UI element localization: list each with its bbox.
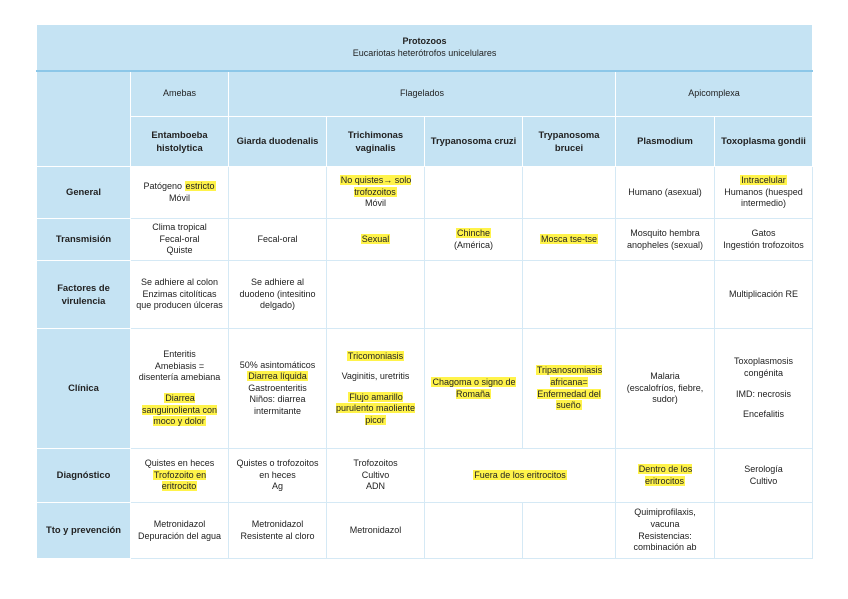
row-transmision	[37, 219, 813, 261]
cell-transmision-tbrucei	[523, 219, 616, 261]
cell-virulencia-tbrucei	[523, 261, 616, 329]
clinica-giardia-line3: Gastroenteritis	[248, 382, 307, 393]
cell-general-giardia	[229, 167, 327, 219]
clinica-toxoplasma-line3: Encefalitis	[743, 409, 785, 420]
cell-clinica-giardia	[229, 329, 327, 449]
row-virulencia	[37, 261, 813, 329]
group-amebas: Amebas	[131, 71, 229, 117]
cell-tto-toxoplasma	[715, 503, 813, 559]
cell-tto-trichomonas: Metronidazol	[327, 503, 425, 559]
clinica-toxoplasma-gap1	[719, 380, 808, 389]
row-diagnostico	[37, 449, 813, 503]
clinica-giardia-highlight: Diarrea líquida	[248, 371, 307, 382]
row-label-tto: Tto y prevención	[37, 503, 131, 559]
cell-transmision-plasmodium: Mosquito hembra anopheles (sexual)	[616, 219, 715, 261]
transmision-tcruzi-line1	[429, 228, 518, 240]
cell-transmision-entamoeba	[131, 219, 229, 261]
virulencia-entamoeba-line1: Se adhiere al colon	[140, 277, 219, 288]
transmision-toxoplasma-line1: Gatos	[751, 227, 776, 238]
species-tcruzi: Trypanosoma cruzi	[425, 117, 523, 167]
clinica-trichomonas-line1	[331, 351, 420, 363]
cell-transmision-giardia: Fecal-oral	[229, 219, 327, 261]
clinica-trichomonas-line2: Vaginitis, uretritis	[341, 371, 410, 382]
transmision-entamoeba-line1: Clima tropical	[152, 222, 207, 233]
cell-clinica-tcruzi	[425, 329, 523, 449]
diagnostico-toxoplasma-line1: Serología	[744, 463, 783, 474]
row-label-virulencia: Factores de virulencia	[37, 261, 131, 329]
clinica-trichomonas-highlight1: Tricomoniasis	[347, 350, 404, 361]
tto-giardia-line1: Metronidazol	[251, 518, 304, 529]
diagnostico-toxoplasma-line2: Cultivo	[749, 475, 778, 486]
diagnostico-entamoeba-line2	[135, 470, 224, 493]
cell-virulencia-toxoplasma: Multiplicación RE	[715, 261, 813, 329]
transmision-entamoeba-line2: Fecal-oral	[159, 233, 200, 244]
general-entamoeba-text: Patógeno	[143, 180, 185, 191]
cell-diagnostico-toxoplasma	[715, 449, 813, 503]
transmision-tcruzi-line2: (América)	[453, 239, 493, 250]
clinica-trichomonas-gap2	[331, 383, 420, 392]
cell-transmision-toxoplasma	[715, 219, 813, 261]
cell-clinica-toxoplasma	[715, 329, 813, 449]
cell-general-plasmodium: Humano (asexual)	[616, 167, 715, 219]
cell-diagnostico-entamoeba	[131, 449, 229, 503]
clinica-giardia-line2	[233, 371, 322, 383]
cell-diagnostico-plasmodium	[616, 449, 715, 503]
row-tto	[37, 503, 813, 559]
cell-general-toxoplasma	[715, 167, 813, 219]
clinica-entamoeba-line2: Amebiasis = disentería amebiana	[138, 360, 221, 383]
clinica-entamoeba-line3	[135, 393, 224, 428]
clinica-giardia-line4: Niños: diarrea intermitante	[249, 394, 306, 416]
transmision-tcruzi-highlight: Chinche	[456, 227, 491, 238]
cell-clinica-entamoeba	[131, 329, 229, 449]
general-toxoplasma-line1	[719, 175, 808, 187]
clinica-toxoplasma-gap2	[719, 400, 808, 409]
clinica-trichomonas-line3	[331, 392, 420, 427]
species-giardia: Giarda duodenalis	[229, 117, 327, 167]
title-cell	[37, 25, 813, 72]
clinica-plasmodium-line1: Malaria	[650, 371, 680, 382]
protozoa-table	[36, 24, 813, 559]
diagnostico-trichomonas-line3: ADN	[365, 481, 385, 492]
table-title: Protozoos	[402, 35, 447, 46]
species-tbrucei: Trypanosoma brucei	[523, 117, 616, 167]
row-label-general: General	[37, 167, 131, 219]
cell-general-trichomonas	[327, 167, 425, 219]
cell-diagnostico-trichomonas	[327, 449, 425, 503]
diagnostico-trypanosoma-highlight: Fuera de los eritrocitos	[474, 469, 566, 480]
cell-diagnostico-trypanosoma	[425, 449, 616, 503]
cell-general-tcruzi	[425, 167, 523, 219]
tto-plasmodium-line2: Resistencias: combinación ab	[633, 530, 697, 553]
general-toxoplasma-line2: Humanos (huesped intermedio)	[724, 186, 803, 209]
clinica-trichomonas-gap1	[331, 362, 420, 371]
row-label-clinica: Clínica	[37, 329, 131, 449]
corner-cell	[37, 71, 131, 167]
general-trichomonas-highlight: No quistes→ solo trofozoitos	[340, 175, 412, 197]
clinica-trichomonas-highlight2: Flujo amarillo purulento maoliente picor	[335, 391, 416, 425]
diagnostico-giardia-line1: Quistes o trofozoitos en heces	[236, 458, 319, 480]
virulencia-entamoeba-line2: Enzimas citolíticas que producen úlceras	[136, 288, 223, 311]
transmision-trichomonas-highlight: Sexual	[361, 233, 390, 244]
transmision-toxoplasma-line2: Ingestión trofozoitos	[723, 239, 804, 250]
cell-tto-tbrucei	[523, 503, 616, 559]
diagnostico-giardia-line2: Ag	[271, 481, 283, 492]
group-header-row	[37, 71, 813, 117]
general-entamoeba-highlight: estricto	[185, 180, 215, 191]
tto-entamoeba-line1: Metronidazol	[153, 518, 206, 529]
clinica-toxoplasma-line2: IMD: necrosis	[736, 388, 792, 399]
tto-entamoeba-line2: Depuración del agua	[137, 530, 222, 541]
species-entamoeba: Entamboeba histolytica	[131, 117, 229, 167]
cell-transmision-trichomonas	[327, 219, 425, 261]
tto-plasmodium-line1: Quimiprofilaxis, vacuna	[634, 507, 696, 529]
species-plasmodium: Plasmodium	[616, 117, 715, 167]
row-label-transmision: Transmisión	[37, 219, 131, 261]
general-entamoeba-line1	[135, 181, 224, 193]
tto-giardia-line2: Resistente al cloro	[240, 530, 315, 541]
species-trichomonas: Trichimonas vaginalis	[327, 117, 425, 167]
diagnostico-trichomonas-line1: Trofozoitos	[353, 458, 398, 469]
row-label-diagnostico: Diagnóstico	[37, 449, 131, 503]
cell-general-entamoeba	[131, 167, 229, 219]
title-row	[37, 25, 813, 72]
general-trichomonas-line2: Móvil	[364, 198, 386, 209]
diagnostico-entamoeba-highlight: Trofozoito en eritrocito	[153, 469, 207, 492]
clinica-entamoeba-highlight: Diarrea sanguinolienta con moco y dolor	[141, 393, 218, 427]
transmision-tbrucei-highlight: Mosca tse-tse	[540, 233, 598, 244]
cell-tto-giardia	[229, 503, 327, 559]
cell-virulencia-tcruzi	[425, 261, 523, 329]
cell-transmision-tcruzi	[425, 219, 523, 261]
clinica-tcruzi-highlight: Chagoma o signo de Romaña	[432, 376, 516, 399]
group-flagelados: Flagelados	[229, 71, 616, 117]
cell-clinica-plasmodium	[616, 329, 715, 449]
species-toxoplasma: Toxoplasma gondii	[715, 117, 813, 167]
cell-tto-tcruzi	[425, 503, 523, 559]
group-apicomplexa: Apicomplexa	[616, 71, 813, 117]
row-clinica	[37, 329, 813, 449]
cell-general-tbrucei	[523, 167, 616, 219]
clinica-plasmodium-line2: (escalofríos, fiebre, sudor)	[626, 382, 704, 405]
cell-tto-plasmodium	[616, 503, 715, 559]
general-toxoplasma-highlight: Intracelular	[741, 175, 786, 186]
clinica-giardia-line1: 50% asintomáticos	[239, 359, 316, 370]
cell-virulencia-trichomonas	[327, 261, 425, 329]
cell-clinica-trichomonas	[327, 329, 425, 449]
general-entamoeba-line2: Móvil	[168, 192, 190, 203]
table-subtitle: Eucariotas heterótrofos unicelulares	[352, 47, 497, 58]
general-trichomonas-line1	[331, 175, 420, 198]
clinica-toxoplasma-line1: Toxoplasmosis congénita	[734, 356, 794, 378]
cell-clinica-tbrucei	[523, 329, 616, 449]
clinica-entamoeba-gap	[135, 384, 224, 393]
row-general	[37, 167, 813, 219]
cell-tto-entamoeba	[131, 503, 229, 559]
cell-virulencia-giardia: Se adhiere al duodeno (intesitino delgado)	[229, 261, 327, 329]
transmision-entamoeba-line3: Quiste	[166, 245, 193, 256]
cell-virulencia-plasmodium	[616, 261, 715, 329]
clinica-tbrucei-highlight: Tripanosomiasis africana= Enfermedad del sueño	[536, 365, 603, 411]
diagnostico-entamoeba-line1: Quistes en heces	[144, 458, 215, 469]
cell-diagnostico-giardia	[229, 449, 327, 503]
species-header-row	[37, 117, 813, 167]
cell-virulencia-entamoeba	[131, 261, 229, 329]
clinica-entamoeba-line1: Enteritis	[163, 349, 196, 360]
diagnostico-plasmodium-highlight: Dentro de los eritrocitos	[638, 463, 693, 486]
diagnostico-trichomonas-line2: Cultivo	[361, 469, 390, 480]
